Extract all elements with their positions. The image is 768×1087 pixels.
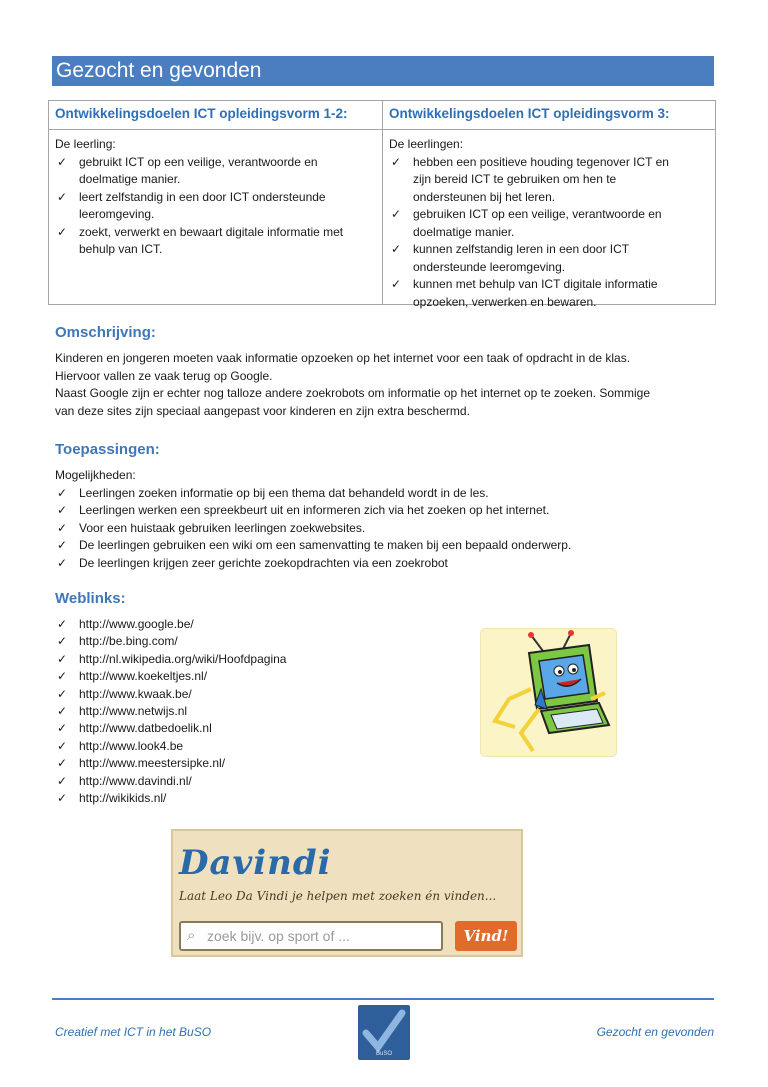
footer-divider <box>52 998 714 1000</box>
weblink-item[interactable] <box>55 633 286 650</box>
page-title: Gezocht en gevonden <box>52 56 714 86</box>
omschrijving-heading: Omschrijving: <box>55 324 156 341</box>
weblink-item[interactable] <box>55 790 286 807</box>
toepassing-item <box>55 520 715 538</box>
check-icon: ✓ <box>57 520 68 535</box>
check-icon: ✓ <box>57 224 68 239</box>
toepassing-item-line: De leerlingen gebruiken een wiki om een samenvatting te maken bij een bepaald onderwerp. <box>79 538 572 552</box>
toepassing-item-line: Leerlingen zoeken informatie op bij een thema dat behandeld wordt in de les. <box>79 485 489 500</box>
davindi-logo: Davindi <box>179 843 332 883</box>
omschrijving-line: Naast Google zijn er echter nog talloze andere zoekrobots om informatie op het internet op te zoeken. Sommige <box>55 386 651 400</box>
check-icon: ✓ <box>57 634 68 649</box>
goal-item-line: kunnen met behulp van ICT digitale informatie <box>413 277 658 291</box>
omschrijving-line: van deze sites zijn speciaal aangepast voor kinderen en zijn extra beschermd. <box>55 403 470 418</box>
goal-item <box>389 241 709 276</box>
computer-cartoon-image <box>481 629 616 756</box>
goal-item <box>55 224 376 259</box>
check-icon: ✓ <box>57 721 68 736</box>
computer-cartoon-icon <box>481 629 616 756</box>
weblink-item-line: http://www.datbedoelik.nl <box>79 721 212 736</box>
check-icon: ✓ <box>57 651 68 666</box>
goals-heading-3: Ontwikkelingsdoelen ICT opleidingsvorm 3: <box>383 103 715 130</box>
toepassing-item-line: Leerlingen werken een spreekbeurt uit en informeren zich via het zoeken op het internet. <box>79 503 550 517</box>
check-icon: ✓ <box>57 738 68 753</box>
goals-intro-3: De leerlingen: <box>389 137 464 151</box>
check-icon: ✓ <box>391 242 402 256</box>
weblink-item[interactable] <box>55 773 286 790</box>
weblink-item[interactable] <box>55 720 286 737</box>
omschrijving-text <box>55 350 715 420</box>
magnifier-icon: ⌕ <box>187 927 196 944</box>
check-icon: ✓ <box>57 791 68 806</box>
toepassingen-heading: Toepassingen: <box>55 441 160 458</box>
weblinks-heading: Weblinks: <box>55 590 126 607</box>
goal-item-line: opzoeken, verwerken en bewaren. <box>413 294 597 309</box>
check-icon: ✓ <box>57 617 68 631</box>
check-icon: ✓ <box>391 207 402 221</box>
goal-item-line: zoekt, verwerkt en bewaart digitale informatie met <box>79 224 344 239</box>
davindi-search-input[interactable] <box>179 921 443 951</box>
omschrijving-line: Hiervoor vallen ze vaak terug op Google. <box>55 368 273 383</box>
toepassingen-block <box>55 467 715 572</box>
goal-item-line: ondersteunde leeromgeving. <box>413 259 566 274</box>
goal-item-line: doelmatige manier. <box>413 224 515 239</box>
weblink-item-line: http://nl.wikipedia.org/wiki/Hoofdpagina <box>79 651 287 666</box>
goal-item-line: gebruikt ICT op een veilige, verantwoorde en <box>79 154 318 169</box>
check-icon: ✓ <box>57 773 68 788</box>
toepassing-item <box>55 537 715 555</box>
goal-item-line: kunnen zelfstandig leren in een door ICT <box>413 242 630 256</box>
toepassing-item-line: Voor een huistaak gebruiken leerlingen zoekwebsites. <box>79 520 366 535</box>
weblinks-list <box>55 616 286 807</box>
check-icon: ✓ <box>57 154 68 169</box>
footer-right-text: Gezocht en gevonden <box>596 1025 714 1039</box>
check-icon: ✓ <box>57 756 68 771</box>
toepassing-item <box>55 485 715 503</box>
goal-item <box>389 206 709 241</box>
check-icon: ✓ <box>57 555 68 570</box>
weblink-item-line: http://wikikids.nl/ <box>79 791 167 806</box>
goal-item-line: hebben een positieve houding tegenover ICT en <box>413 154 669 169</box>
check-icon: ✓ <box>391 154 402 169</box>
check-icon: ✓ <box>57 189 68 204</box>
weblink-item[interactable] <box>55 738 286 755</box>
toepassing-item <box>55 555 715 573</box>
goal-item-line: behulp van ICT. <box>79 242 163 256</box>
weblink-item[interactable] <box>55 651 286 668</box>
weblink-item-line: http://www.davindi.nl/ <box>79 773 192 788</box>
weblink-item-line: http://www.meestersipke.nl/ <box>79 756 226 771</box>
toepassing-item <box>55 502 715 520</box>
footer-logo-label: BuSO <box>375 1051 392 1057</box>
goal-item <box>389 276 709 311</box>
weblink-item[interactable] <box>55 703 286 720</box>
goal-item-line: doelmatige manier. <box>79 172 181 186</box>
weblink-item-line: http://www.google.be/ <box>79 617 194 631</box>
davindi-search-banner <box>171 829 523 957</box>
check-icon: ✓ <box>57 704 68 719</box>
davindi-search-placeholder: zoek bijv. op sport of ... <box>207 928 350 944</box>
davindi-search-button[interactable]: Vind! <box>455 921 517 951</box>
goal-item <box>55 189 376 224</box>
check-icon: ✓ <box>391 277 402 291</box>
goal-item-line: leert zelfstandig in een door ICT ondersteunde <box>79 189 326 204</box>
goal-item-line: leeromgeving. <box>79 207 155 221</box>
goals-table <box>48 100 716 309</box>
omschrijving-line: Kinderen en jongeren moeten vaak informatie opzoeken op het internet voor een taak of opdracht in de klas. <box>55 351 631 365</box>
weblink-item[interactable] <box>55 668 286 685</box>
goals-list-3 <box>389 154 709 312</box>
check-icon: ✓ <box>57 503 68 517</box>
weblink-item-line: http://www.look4.be <box>79 738 184 753</box>
goal-item-line: gebruiken ICT op een veilige, verantwoorde en <box>413 207 662 221</box>
weblink-item-line: http://be.bing.com/ <box>79 634 178 649</box>
check-icon: ✓ <box>57 538 68 552</box>
check-icon: ✓ <box>57 669 68 684</box>
weblink-item[interactable] <box>55 616 286 633</box>
check-icon: ✓ <box>57 686 68 701</box>
weblink-item[interactable] <box>55 755 286 772</box>
toepassingen-intro: Mogelijkheden: <box>55 468 136 482</box>
toepassingen-list <box>55 485 715 573</box>
check-icon: ✓ <box>57 485 68 500</box>
weblink-item-line: http://www.kwaak.be/ <box>79 686 192 701</box>
goals-list-1-2 <box>55 154 376 259</box>
goal-item-line: zijn bereid ICT te gebruiken om hen te <box>413 172 617 186</box>
goal-item <box>55 154 376 189</box>
goals-heading-1-2: Ontwikkelingsdoelen ICT opleidingsvorm 1-2: <box>49 103 382 130</box>
goals-column-1-2 <box>49 101 383 304</box>
weblink-item[interactable] <box>55 686 286 703</box>
davindi-tagline: Laat Leo Da Vindi je helpen met zoeken én vinden... <box>179 889 497 903</box>
goals-intro-1-2: De leerling: <box>55 137 116 151</box>
goal-item-line: ondersteunen bij het leren. <box>413 189 556 204</box>
footer-left-text: Creatief met ICT in het BuSO <box>55 1025 212 1039</box>
footer-logo-image <box>358 1005 410 1060</box>
goals-column-3 <box>383 101 715 309</box>
weblink-item-line: http://www.netwijs.nl <box>79 704 188 719</box>
weblink-item-line: http://www.koekeltjes.nl/ <box>79 669 208 684</box>
goal-item <box>389 154 709 207</box>
toepassing-item-line: De leerlingen krijgen zeer gerichte zoekopdrachten via een zoekrobot <box>79 555 448 570</box>
